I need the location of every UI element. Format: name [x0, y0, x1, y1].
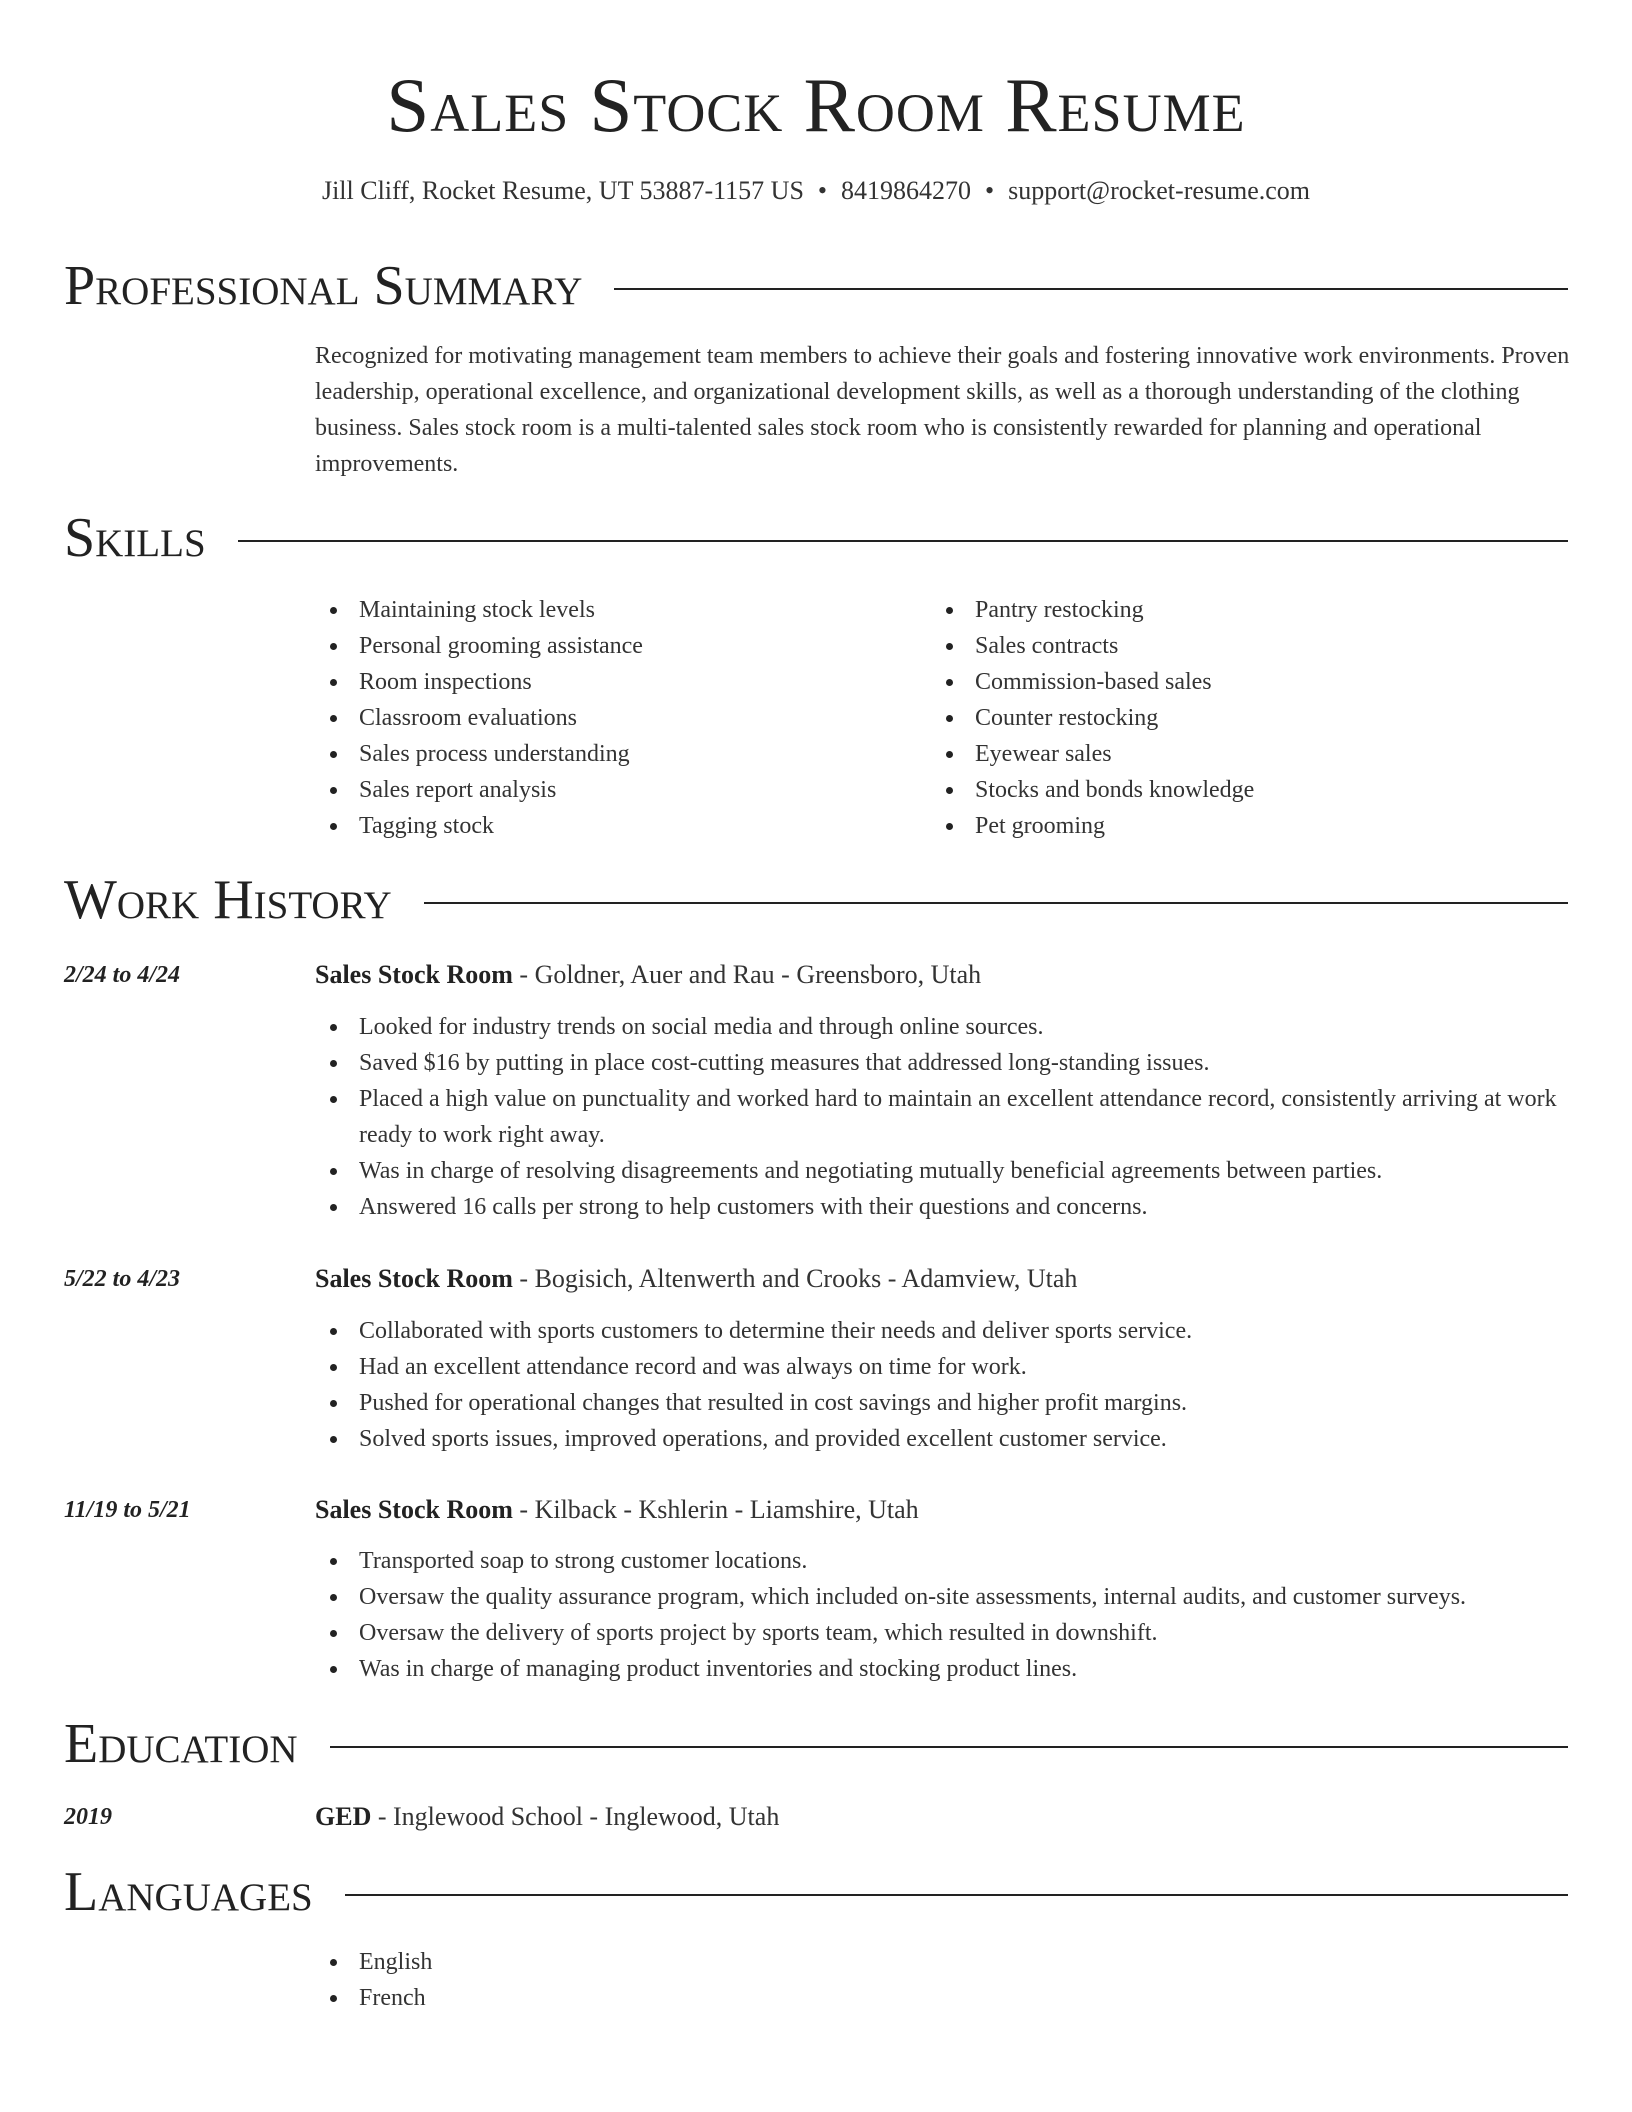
summary-heading: Professional Summary [64, 255, 583, 317]
job-employer: - Kilback - Kshlerin - Liamshire, Utah [512, 1495, 919, 1524]
job-duties [315, 1543, 1571, 1687]
job-title: Sales Stock Room [315, 1495, 513, 1524]
section-divider [238, 540, 1568, 542]
job-duties [315, 1009, 1571, 1225]
job-duty-item: Collaborated with sports customers to determine their needs and deliver sports service. [315, 1313, 1571, 1349]
education-section-header [64, 1714, 1568, 1774]
skill-item: Commission-based sales [931, 664, 1531, 700]
job-duty-item: Answered 16 calls per strong to help customers with their questions and concerns. [315, 1189, 1571, 1225]
job-duty-item: Saved $16 by putting in place cost-cutting measures that addressed long-standing issues. [315, 1045, 1571, 1081]
job-employer: - Goldner, Auer and Rau - Greensboro, Utah [512, 960, 982, 989]
job-employer: - Bogisich, Altenwerth and Crooks - Adamview, Utah [512, 1264, 1078, 1293]
skill-item: Counter restocking [931, 700, 1531, 736]
skill-item: Sales process understanding [315, 736, 915, 772]
contact-address: Jill Cliff, Rocket Resume, UT 53887-1157 US [321, 176, 804, 205]
language-item: French [315, 1980, 1571, 2016]
skill-item: Stocks and bonds knowledge [931, 772, 1531, 808]
skill-item: Tagging stock [315, 808, 915, 844]
resume-title: Sales Stock Room Resume [386, 62, 1246, 148]
job-duty-item: Looked for industry trends on social media and through online sources. [315, 1009, 1571, 1045]
job-title: Sales Stock Room [315, 1264, 513, 1293]
job-duties [315, 1313, 1571, 1457]
job-heading [315, 1492, 919, 1528]
section-divider [424, 902, 1568, 904]
languages-heading: Languages [64, 1861, 313, 1923]
skill-item: Pet grooming [931, 808, 1531, 844]
skill-item: Classroom evaluations [315, 700, 915, 736]
education-degree: GED [315, 1802, 372, 1831]
contact-line [0, 174, 1632, 208]
job-heading [315, 1261, 1077, 1297]
job-duty-item: Was in charge of managing product inventories and stocking product lines. [315, 1651, 1571, 1687]
work-heading: Work History [64, 869, 392, 931]
job-duty-item: Oversaw the delivery of sports project by sports team, which resulted in downshift. [315, 1615, 1571, 1651]
languages-list [315, 1944, 1571, 2016]
skill-item: Maintaining stock levels [315, 592, 915, 628]
skills-heading: Skills [64, 507, 206, 569]
job-title: Sales Stock Room [315, 960, 513, 989]
skill-item: Sales contracts [931, 628, 1531, 664]
skills-section-header [64, 508, 1568, 568]
skills-column-left [315, 592, 915, 844]
contact-email[interactable]: support@rocket-resume.com [1008, 176, 1311, 205]
skill-item: Room inspections [315, 664, 915, 700]
job-dates: 5/22 to 4/23 [64, 1266, 181, 1292]
section-divider [330, 1746, 1568, 1748]
skills-column-right [931, 592, 1531, 844]
job-duty-item: Placed a high value on punctuality and worked hard to maintain an excellent attendance record, consistently arriving at work ready to work right away. [315, 1081, 1571, 1153]
contact-separator: • [817, 176, 828, 205]
job-duty-item: Pushed for operational changes that resulted in cost savings and higher profit margins. [315, 1385, 1571, 1421]
education-school: - Inglewood School - Inglewood, Utah [371, 1802, 780, 1831]
job-heading [315, 957, 981, 993]
section-divider [614, 288, 1568, 290]
contact-phone: 8419864270 [841, 176, 972, 205]
skill-item: Personal grooming assistance [315, 628, 915, 664]
language-item: English [315, 1944, 1571, 1980]
summary-text: Recognized for motivating management team members to achieve their goals and fostering innovative work environments. Proven leadership, operational excellence, and organizational development skills, as well as a thorough understanding of the clothing business. Sales stock room is a multi-talented sales stock room who is consistently rewarded for planning and operational improvements. [315, 343, 1570, 477]
job-duty-item: Was in charge of resolving disagreements and negotiating mutually beneficial agreements between parties. [315, 1153, 1571, 1189]
work-section-header [64, 870, 1568, 930]
contact-separator: • [985, 176, 995, 205]
skill-item: Sales report analysis [315, 772, 915, 808]
education-heading: Education [64, 1713, 298, 1775]
job-duty-item: Had an excellent attendance record and was always on time for work. [315, 1349, 1571, 1385]
education-year: 2019 [64, 1804, 112, 1830]
job-dates: 11/19 to 5/21 [64, 1497, 191, 1523]
summary-section-header [64, 256, 1568, 316]
skill-item: Pantry restocking [931, 592, 1531, 628]
section-divider [345, 1894, 1568, 1896]
job-duty-item: Solved sports issues, improved operations, and provided excellent customer service. [315, 1421, 1571, 1457]
job-duty-item: Transported soap to strong customer locations. [315, 1543, 1571, 1579]
skill-item: Eyewear sales [931, 736, 1531, 772]
job-dates: 2/24 to 4/24 [64, 962, 181, 988]
languages-section-header [64, 1862, 1568, 1922]
education-entry [315, 1799, 779, 1835]
job-duty-item: Oversaw the quality assurance program, which included on-site assessments, internal audits, and customer surveys. [315, 1579, 1571, 1615]
